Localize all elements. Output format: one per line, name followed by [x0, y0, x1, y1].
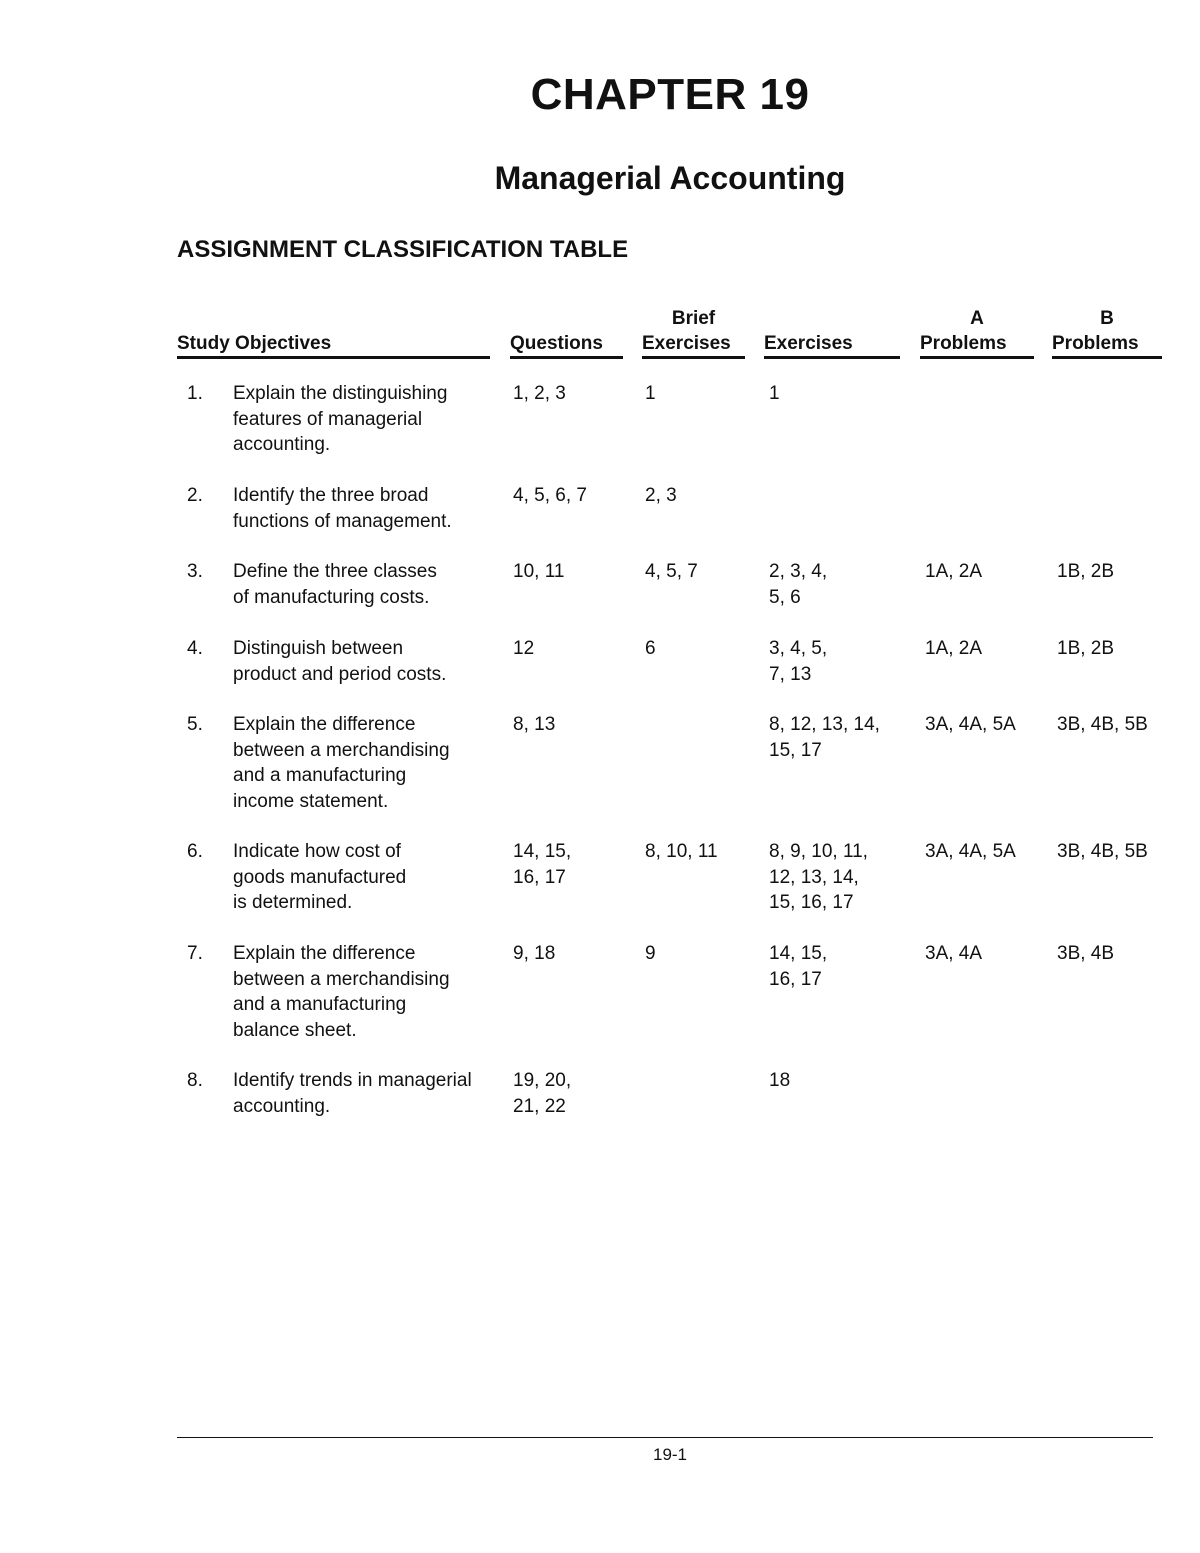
- objectives-table: [0, 381, 1200, 1128]
- header-study-objectives: Study Objectives: [177, 306, 490, 359]
- objective-number: 1.: [187, 383, 203, 404]
- a-problems-cell: 1A, 2A: [925, 561, 983, 582]
- exercises-cell: 18: [769, 1070, 791, 1091]
- chapter-title: CHAPTER 19: [530, 70, 810, 119]
- questions-cell: 12: [513, 638, 535, 659]
- a-problems-cell: 3A, 4A: [925, 943, 983, 964]
- exercises-cell: 8, 9, 10, 11, 12, 13, 14, 15, 16, 17: [769, 841, 868, 913]
- table-row: [0, 559, 1200, 636]
- exercises-cell: 2, 3, 4, 5, 6: [769, 561, 828, 608]
- table-row: [0, 483, 1200, 559]
- objective-text: Explain the difference between a merchandising and a manufacturing income statement.: [233, 714, 450, 812]
- table-row: [0, 1068, 1200, 1128]
- exercises-cell: 8, 12, 13, 14, 15, 17: [769, 714, 880, 761]
- a-problems-cell: 3A, 4A, 5A: [925, 714, 1016, 735]
- b-problems-cell: 3B, 4B, 5B: [1057, 714, 1148, 735]
- exercises-cell: 3, 4, 5, 7, 13: [769, 638, 828, 685]
- header-exercises: Exercises: [764, 306, 900, 359]
- objective-text: Indicate how cost of goods manufactured is determined.: [233, 841, 407, 913]
- questions-cell: 4, 5, 6, 7: [513, 485, 587, 506]
- objective-text: Define the three classes of manufacturing costs.: [233, 561, 437, 608]
- a-problems-cell: 1A, 2A: [925, 638, 983, 659]
- table-row: [0, 636, 1200, 712]
- brief-exercises-cell: 2, 3: [645, 485, 677, 506]
- brief-exercises-cell: 9: [645, 943, 656, 964]
- questions-cell: 9, 18: [513, 943, 556, 964]
- objective-number: 5.: [187, 714, 203, 735]
- header-a-problems: A Problems: [920, 306, 1034, 359]
- table-row: [0, 381, 1200, 483]
- questions-cell: 19, 20, 21, 22: [513, 1070, 572, 1117]
- objective-text: Identify trends in managerial accounting.: [233, 1070, 472, 1117]
- b-problems-cell: 3B, 4B, 5B: [1057, 841, 1148, 862]
- objective-text: Identify the three broad functions of management.: [233, 485, 452, 532]
- header-b-problems: B Problems: [1052, 306, 1162, 359]
- objective-number: 6.: [187, 841, 203, 862]
- page-number: 19-1: [652, 1445, 688, 1464]
- brief-exercises-cell: 8, 10, 11: [645, 841, 718, 862]
- questions-cell: 14, 15, 16, 17: [513, 841, 572, 888]
- objective-number: 4.: [187, 638, 203, 659]
- brief-exercises-cell: 1: [645, 383, 656, 404]
- b-problems-cell: 3B, 4B: [1057, 943, 1115, 964]
- objective-number: 3.: [187, 561, 203, 582]
- objective-text: Explain the distinguishing features of managerial accounting.: [233, 383, 448, 455]
- objective-number: 7.: [187, 943, 203, 964]
- chapter-subtitle: Managerial Accounting: [494, 160, 846, 196]
- brief-exercises-cell: 6: [645, 638, 656, 659]
- brief-exercises-cell: 4, 5, 7: [645, 561, 698, 582]
- questions-cell: 1, 2, 3: [513, 383, 566, 404]
- questions-cell: 8, 13: [513, 714, 556, 735]
- objective-number: 8.: [187, 1070, 203, 1091]
- questions-cell: 10, 11: [513, 561, 565, 582]
- footer-divider: [177, 1437, 1153, 1438]
- exercises-cell: 1: [769, 383, 780, 404]
- objective-number: 2.: [187, 485, 203, 506]
- header-brief-exercises: Brief Exercises: [642, 306, 745, 359]
- table-row: [0, 712, 1200, 839]
- header-questions: Questions: [510, 306, 623, 359]
- exercises-cell: 14, 15, 16, 17: [769, 943, 828, 990]
- table-row: [0, 839, 1200, 941]
- table-row: [0, 941, 1200, 1068]
- objective-text: Distinguish between product and period costs.: [233, 638, 447, 685]
- b-problems-cell: 1B, 2B: [1057, 561, 1115, 582]
- objective-text: Explain the difference between a merchandising and a manufacturing balance sheet.: [233, 943, 450, 1041]
- section-heading: ASSIGNMENT CLASSIFICATION TABLE: [177, 236, 629, 263]
- a-problems-cell: 3A, 4A, 5A: [925, 841, 1016, 862]
- b-problems-cell: 1B, 2B: [1057, 638, 1115, 659]
